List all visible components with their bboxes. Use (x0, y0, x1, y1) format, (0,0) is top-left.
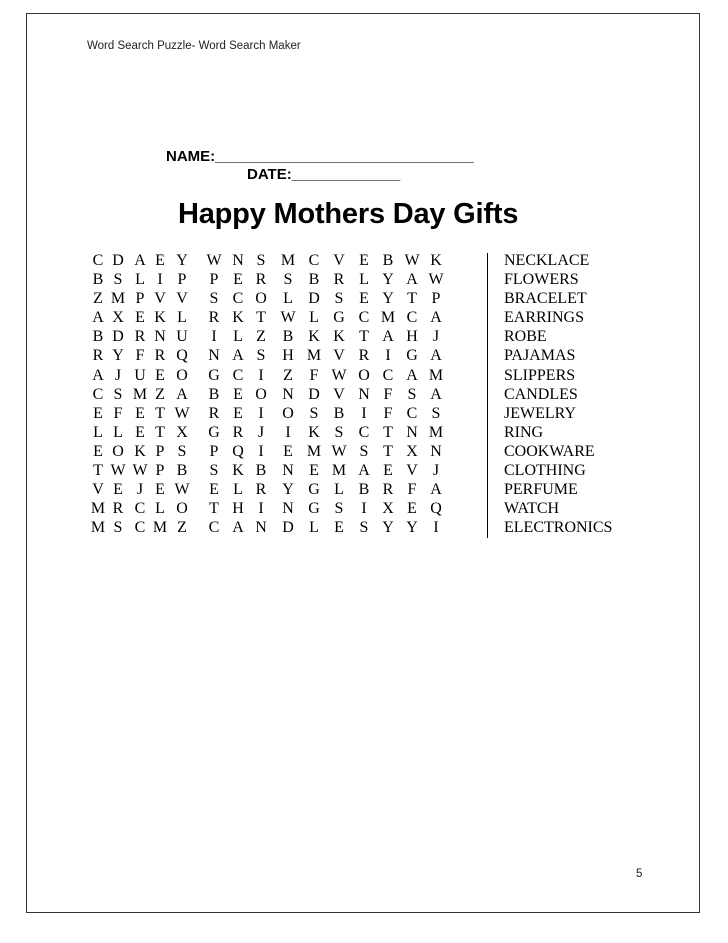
grid-cell: L (135, 271, 145, 289)
grid-cell: W (174, 481, 190, 499)
grid-cell: M (380, 309, 396, 327)
grid-cell: T (383, 423, 393, 441)
grid-cell: T (407, 290, 417, 308)
grid-cell: R (154, 347, 166, 365)
grid-cell: I (258, 500, 264, 518)
grid-cell: M (280, 252, 296, 269)
grid-cell: S (334, 290, 344, 308)
grid-cell: G (208, 423, 220, 441)
grid-cell: O (255, 290, 267, 308)
grid-cell: B (255, 462, 267, 480)
grid-cell: L (155, 500, 165, 518)
grid-cell: A (382, 328, 394, 346)
grid-cell: B (282, 328, 294, 346)
grid-cell: T (155, 423, 165, 441)
grid-cell: S (431, 404, 441, 422)
grid-cell: R (112, 500, 124, 518)
word-list-item: FLOWERS (504, 271, 579, 289)
grid-cell: S (309, 404, 319, 422)
grid-cell: W (331, 442, 347, 460)
grid-cell: F (113, 404, 123, 422)
grid-cell: L (309, 309, 319, 327)
grid-cell: H (232, 500, 244, 518)
document-header: Word Search Puzzle- Word Search Maker (87, 40, 301, 52)
grid-cell: N (208, 347, 220, 365)
grid-cell: L (359, 271, 369, 289)
grid-cell: J (257, 423, 265, 441)
grid-cell: E (309, 462, 319, 480)
grid-cell: N (232, 252, 244, 269)
grid-cell: A (406, 271, 418, 289)
word-list-item: ROBE (504, 328, 547, 346)
grid-cell: H (406, 328, 418, 346)
grid-cell: S (209, 290, 219, 308)
grid-cell: D (308, 290, 320, 308)
grid-cell: W (132, 462, 148, 480)
grid-cell: M (428, 366, 444, 384)
grid-cell: I (385, 347, 391, 365)
grid-cell: R (255, 481, 267, 499)
grid-cell: D (308, 385, 320, 403)
grid-cell: N (406, 423, 418, 441)
grid-cell: Q (430, 500, 442, 518)
grid-cell: M (331, 462, 347, 480)
grid-cell: F (383, 385, 393, 403)
grid-cell: N (255, 519, 267, 537)
word-list-item: COOKWARE (504, 442, 595, 460)
grid-cell: S (334, 500, 344, 518)
grid-cell: S (256, 347, 266, 365)
word-list-item: JEWELRY (504, 404, 576, 422)
grid-cell: B (176, 462, 188, 480)
grid-cell: A (430, 481, 442, 499)
word-list-item: WATCH (504, 500, 560, 518)
grid-cell: O (255, 385, 267, 403)
grid-cell: N (282, 462, 294, 480)
grid-cell: D (112, 328, 124, 346)
grid-cell: S (334, 423, 344, 441)
grid-cell: L (233, 328, 243, 346)
word-list-item: EARRINGS (504, 309, 585, 327)
grid-cell: C (358, 309, 370, 327)
grid-cell: J (432, 328, 440, 346)
grid-cell: Z (93, 290, 103, 308)
grid-cell: V (406, 462, 418, 480)
grid-cell: A (176, 385, 188, 403)
grid-cell: I (285, 423, 291, 441)
puzzle-title: Happy Mothers Day Gifts (178, 198, 519, 230)
word-list-item: CANDLES (504, 385, 578, 403)
grid-cell: O (282, 404, 294, 422)
grid-cell: M (306, 347, 322, 365)
grid-cell: C (134, 519, 146, 537)
grid-cell: E (359, 290, 369, 308)
grid-divider (487, 253, 488, 538)
grid-cell: O (176, 500, 188, 518)
grid-cell: E (407, 500, 417, 518)
grid-cell: K (154, 309, 166, 327)
grid-cell: R (333, 271, 345, 289)
grid-cell: J (432, 462, 440, 480)
grid-cell: S (113, 271, 123, 289)
grid-cell: P (209, 271, 219, 289)
grid-cell: E (383, 462, 393, 480)
grid-cell: E (135, 423, 145, 441)
grid-cell: T (93, 462, 103, 480)
grid-cell: S (359, 442, 369, 460)
grid-cell: Z (283, 366, 293, 384)
grid-cell: P (135, 290, 145, 308)
grid-cell: T (155, 404, 165, 422)
grid-cell: R (134, 328, 146, 346)
grid-cell: I (258, 442, 264, 460)
grid-cell: A (430, 309, 442, 327)
grid-cell: J (136, 481, 144, 499)
grid-cell: N (154, 328, 166, 346)
grid-cell: E (233, 404, 243, 422)
grid-cell: G (406, 347, 418, 365)
grid-cell: E (233, 385, 243, 403)
grid-cell: Y (176, 252, 188, 269)
grid-cell: I (157, 271, 163, 289)
grid-cell: M (152, 519, 168, 537)
grid-cell: E (359, 252, 369, 269)
grid-cell: A (430, 347, 442, 365)
grid-cell: X (176, 423, 188, 441)
grid-cell: B (308, 271, 320, 289)
grid-cell: F (407, 481, 417, 499)
grid-cell: P (177, 271, 187, 289)
grid-cell: G (308, 500, 320, 518)
grid-cell: M (428, 423, 444, 441)
grid-cell: P (431, 290, 441, 308)
grid-cell: B (382, 252, 394, 269)
grid-cell: A (358, 462, 370, 480)
grid-cell: W (428, 271, 444, 289)
grid-cell: R (255, 271, 267, 289)
grid-cell: I (211, 328, 217, 346)
grid-cell: M (306, 442, 322, 460)
grid-cell: V (333, 385, 345, 403)
grid-cell: U (176, 328, 188, 346)
word-list-item: NECKLACE (504, 252, 590, 269)
grid-cell: E (209, 481, 219, 499)
grid-cell: E (113, 481, 123, 499)
grid-cell: S (177, 442, 187, 460)
grid-cell: C (92, 252, 104, 269)
grid-cell: O (358, 366, 370, 384)
grid-cell: K (333, 328, 345, 346)
grid-cell: T (256, 309, 266, 327)
grid-cell: E (155, 481, 165, 499)
grid-cell: I (258, 404, 264, 422)
grid-cell: P (155, 462, 165, 480)
grid-cell: L (177, 309, 187, 327)
grid-cell: X (382, 500, 394, 518)
grid-cell: W (404, 252, 420, 269)
grid-cell: V (333, 347, 345, 365)
word-list-item: CLOTHING (504, 462, 586, 480)
grid-cell: C (232, 290, 244, 308)
grid-cell: M (90, 500, 106, 518)
grid-cell: L (309, 519, 319, 537)
name-field-line: NAME:_______________________________ (166, 148, 474, 165)
grid-cell: A (406, 366, 418, 384)
grid-cell: C (406, 309, 418, 327)
grid-cell: Z (256, 328, 266, 346)
grid-cell: R (208, 309, 220, 327)
grid-cell: E (334, 519, 344, 537)
grid-cell: L (283, 290, 293, 308)
word-list (504, 251, 612, 537)
grid-cell: T (359, 328, 369, 346)
grid-cell: R (208, 404, 220, 422)
grid-cell: W (280, 309, 296, 327)
grid-cell: U (134, 366, 146, 384)
grid-cell: K (308, 423, 320, 441)
grid-cell: V (154, 290, 166, 308)
grid-cell: M (132, 385, 148, 403)
grid-cell: A (232, 519, 244, 537)
grid-cell: W (110, 462, 126, 480)
grid-cell: S (283, 271, 293, 289)
word-list-item: BRACELET (504, 290, 587, 308)
grid-cell: W (174, 404, 190, 422)
grid-cell: Y (112, 347, 124, 365)
grid-cell: K (308, 328, 320, 346)
grid-cell: O (176, 366, 188, 384)
grid-cell: L (93, 423, 103, 441)
grid-cell: N (430, 442, 442, 460)
grid-cell: X (406, 442, 418, 460)
grid-cell: S (359, 519, 369, 537)
grid-cell: E (93, 404, 103, 422)
page-number: 5 (636, 868, 643, 880)
grid-cell: I (361, 500, 367, 518)
grid-cell: S (256, 252, 266, 269)
grid-cell: E (283, 442, 293, 460)
grid-cell: K (430, 252, 442, 269)
grid-cell: Y (382, 290, 394, 308)
grid-cell: W (206, 252, 222, 269)
grid-cell: C (406, 404, 418, 422)
grid-cell: L (233, 481, 243, 499)
grid-cell: C (382, 366, 394, 384)
grid-cell: A (430, 385, 442, 403)
grid-cell: R (232, 423, 244, 441)
grid-cell: S (209, 462, 219, 480)
grid-cell: C (208, 519, 220, 537)
grid-cell: R (382, 481, 394, 499)
grid-cell: N (358, 385, 370, 403)
grid-cell: R (358, 347, 370, 365)
grid-cell: B (92, 271, 104, 289)
grid-cell: C (232, 366, 244, 384)
grid-cell: X (112, 309, 124, 327)
grid-cell: F (383, 404, 393, 422)
grid-cell: S (407, 385, 417, 403)
grid-cell: Z (155, 385, 165, 403)
word-list-item: PERFUME (504, 481, 578, 499)
grid-cell: M (90, 519, 106, 537)
grid-cell: B (208, 385, 220, 403)
grid-cell: C (134, 500, 146, 518)
grid-cell: V (92, 481, 104, 499)
grid-cell: E (155, 252, 165, 269)
grid-cell: B (333, 404, 345, 422)
grid-cell: H (282, 347, 294, 365)
grid-cell: P (155, 442, 165, 460)
grid-cell: S (113, 385, 123, 403)
grid-cell: K (232, 462, 244, 480)
grid-cell: Q (232, 442, 244, 460)
grid-cell: O (112, 442, 124, 460)
word-list-item: RING (504, 423, 544, 441)
grid-cell: F (135, 347, 145, 365)
grid-cell: D (282, 519, 294, 537)
grid-cell: I (258, 366, 264, 384)
grid-cell: F (309, 366, 319, 384)
grid-cell: V (176, 290, 188, 308)
grid-cell: L (113, 423, 123, 441)
grid-cell: D (112, 252, 124, 269)
word-list-item: ELECTRONICS (504, 519, 613, 537)
grid-cell: E (135, 404, 145, 422)
grid-cell: P (209, 442, 219, 460)
grid-cell: S (113, 519, 123, 537)
word-list-item: SLIPPERS (504, 366, 576, 384)
grid-cell: K (232, 309, 244, 327)
grid-cell: B (92, 328, 104, 346)
date-field-line: DATE:_____________ (247, 166, 401, 183)
grid-cell: Y (382, 519, 394, 537)
grid-cell: L (334, 481, 344, 499)
grid-cell: I (433, 519, 439, 537)
grid-cell: B (358, 481, 370, 499)
grid-cell: E (135, 309, 145, 327)
word-list-item: PAJAMAS (504, 347, 576, 365)
grid-cell: Z (177, 519, 187, 537)
grid-cell: Q (176, 347, 188, 365)
grid-cell: T (383, 442, 393, 460)
grid-cell: Y (382, 271, 394, 289)
grid-cell: Y (282, 481, 294, 499)
grid-cell: G (333, 309, 345, 327)
grid-cell: J (114, 366, 122, 384)
grid-cell: I (361, 404, 367, 422)
grid-cell: V (333, 252, 345, 269)
grid-cell: A (92, 309, 104, 327)
grid-cell: A (232, 347, 244, 365)
grid-cell: C (92, 385, 104, 403)
grid-cell: W (331, 366, 347, 384)
grid-cell: E (155, 366, 165, 384)
grid-cell: N (282, 385, 294, 403)
grid-cell: Y (406, 519, 418, 537)
grid-cell: E (93, 442, 103, 460)
grid-cell: K (134, 442, 146, 460)
grid-cell: R (92, 347, 104, 365)
grid-cell: G (308, 481, 320, 499)
grid-cell: N (282, 500, 294, 518)
grid-cell: E (233, 271, 243, 289)
grid-cell: C (308, 252, 320, 269)
grid-cell: A (92, 366, 104, 384)
grid-cell: M (110, 290, 126, 308)
grid-cell: G (208, 366, 220, 384)
grid-cell: T (209, 500, 219, 518)
grid-cell: C (358, 423, 370, 441)
grid-cell: A (134, 252, 146, 269)
